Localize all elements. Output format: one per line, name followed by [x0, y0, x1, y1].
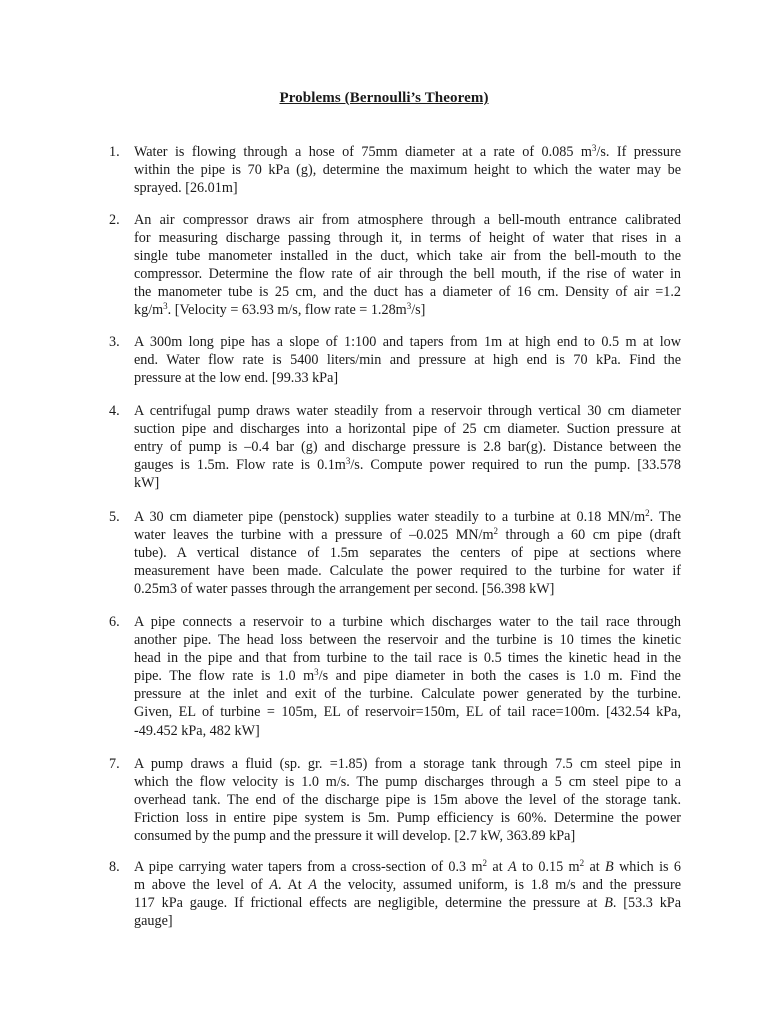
problem-item — [109, 613, 681, 740]
problem-line: A pipe carrying water tapers from a cross-section of 0.3 $m^2$ at A to 0.15 $m^2$ at B which is 6 — [134, 858, 681, 875]
problem-text — [134, 333, 681, 387]
problem-number: 8. — [109, 859, 120, 875]
problem-line: gauges is 1.5m. Flow rate is $0.1m^3/s$. Compute power required to run the pump. [33.578 — [134, 456, 682, 474]
problem-item — [109, 402, 681, 492]
problem-item — [109, 508, 681, 598]
problem-line: kW] — [134, 475, 160, 492]
problem-line: A pump draws a fluid (sp. gr. =1.85) from a storage tank through 7.5 cm steel pipe in — [134, 756, 681, 772]
problem-item — [109, 333, 681, 387]
problem-line: suction pipe and discharges into a horizontal pipe of 25 cm diameter. Suction pressure at — [134, 421, 681, 438]
problem-text — [134, 508, 681, 598]
problem-item — [109, 755, 681, 845]
problem-item — [109, 211, 681, 320]
problem-line: measurement have been made. Calculate the power required to the turbine for water if — [134, 563, 681, 580]
problem-line: compressor. Determine the flow rate of air through the bell mouth, if the rise of water in — [134, 266, 681, 283]
problem-line: the manometer tube is 25 cm, and the duct has a diameter of 16 cm. Density of air =1.2 — [134, 284, 681, 301]
problem-line: m above the level of A. At A the velocity, assumed uniform, is 1.8 m/s and the pressure — [134, 877, 681, 894]
problem-line: which the flow velocity is 1.0 m/s. The pump discharges through a 5 cm steel pipe to a — [134, 774, 681, 791]
problem-line: single tube manometer installed in the duct, which take air from the bell-mouth to the — [134, 248, 681, 265]
problem-line: another pipe. The head loss between the reservoir and the turbine is 10 times the kinetic — [134, 632, 681, 649]
problem-line: within the pipe is 70 kPa (g), determine the maximum height to which the water may be — [134, 162, 681, 179]
problem-line: $kg/m^3$. [Velocity = 63.93 m/s, flow rate = $1.28m^3/s$] — [134, 301, 426, 319]
problem-line: An air compressor draws air from atmosphere through a bell-mouth entrance calibrated — [134, 212, 681, 228]
problem-line: pressure at the inlet and exit of the turbine. Calculate power generated by the turbine. — [134, 686, 681, 703]
problem-number: 4. — [109, 403, 120, 419]
problem-text — [134, 143, 681, 197]
problem-line: Water is flowing through a hose of 75mm diameter at a rate of 0.085 $m^3/s$. If pressure — [134, 143, 682, 160]
problem-line: water leaves the turbine with a pressure of –0.025 $MN/m^2$ through a 60 cm pipe (draft — [134, 526, 681, 544]
problem-line: entry of pump is –0.4 bar (g) and discharge pressure is 2.8 bar(g). Distance between the — [134, 439, 681, 456]
problem-text — [134, 613, 681, 740]
problem-line: pipe. The flow rate is 1.0 $m^3/s$ and pipe diameter in both the cases is 1.0 m. Find the — [134, 667, 681, 685]
problem-line: A 30 cm diameter pipe (penstock) supplies water steadily to a turbine at 0.18 $MN/m^2$. The — [134, 508, 681, 525]
problem-number: 6. — [109, 614, 120, 630]
problem-line: 0.25m3 of water passes through the arrangement per second. [56.398 kW] — [134, 581, 555, 598]
problem-item — [109, 143, 681, 197]
problem-number: 2. — [109, 212, 120, 228]
problem-number: 5. — [109, 509, 120, 525]
problem-line: -49.452 kPa, 482 kW] — [134, 722, 260, 739]
problem-line: head in the pipe and that from turbine to the tail race is 0.5 times the kinetic head in the — [134, 650, 681, 667]
problem-line: gauge] — [134, 913, 173, 930]
problem-line: consumed by the pump and the pressure it will develop. [2.7 kW, 363.89 kPa] — [134, 828, 576, 845]
problem-line: 117 kPa gauge. If frictional effects are negligible, determine the pressure at B. [53.3 kPa — [134, 895, 681, 912]
page-title: Problems (Bernoulli’s Theorem) — [279, 90, 489, 106]
problem-line: end. Water flow rate is 5400 liters/min and pressure at high end is 70 kPa. Find the — [134, 352, 681, 369]
problem-line: pressure at the low end. [99.33 kPa] — [134, 370, 339, 387]
problem-text — [134, 211, 681, 320]
problem-line: tube). A vertical distance of 1.5m separates the centers of pipe at sections where — [134, 545, 681, 562]
problem-line: A centrifugal pump draws water steadily from a reservoir through vertical 30 cm diameter — [134, 403, 681, 419]
problem-line: A 300m long pipe has a slope of 1:100 and tapers from 1m at high end to 0.5 m at low — [134, 334, 681, 350]
problem-line: Given, EL of turbine = 105m, EL of reservoir=150m, EL of tail race=100m. [432.54 kPa, — [134, 704, 681, 721]
problem-item — [109, 858, 681, 930]
problem-text — [134, 858, 681, 930]
problem-text — [134, 755, 681, 845]
problem-line: overhead tank. The end of the discharge pipe is 15m above the level of the storage tank. — [134, 792, 681, 809]
problem-text — [134, 402, 681, 492]
problem-line: for measuring discharge passing through it, in terms of height of water that rises in a — [134, 230, 681, 247]
problem-line: Friction loss in entire pipe system is 5m. Pump efficiency is 60%. Determine the power — [134, 810, 681, 827]
problem-line: A pipe connects a reservoir to a turbine which discharges water to the tail race through — [134, 614, 681, 630]
problem-number: 3. — [109, 334, 120, 350]
problem-number: 1. — [109, 144, 120, 160]
problem-line: sprayed. [26.01m] — [134, 180, 238, 197]
problem-number: 7. — [109, 756, 120, 772]
